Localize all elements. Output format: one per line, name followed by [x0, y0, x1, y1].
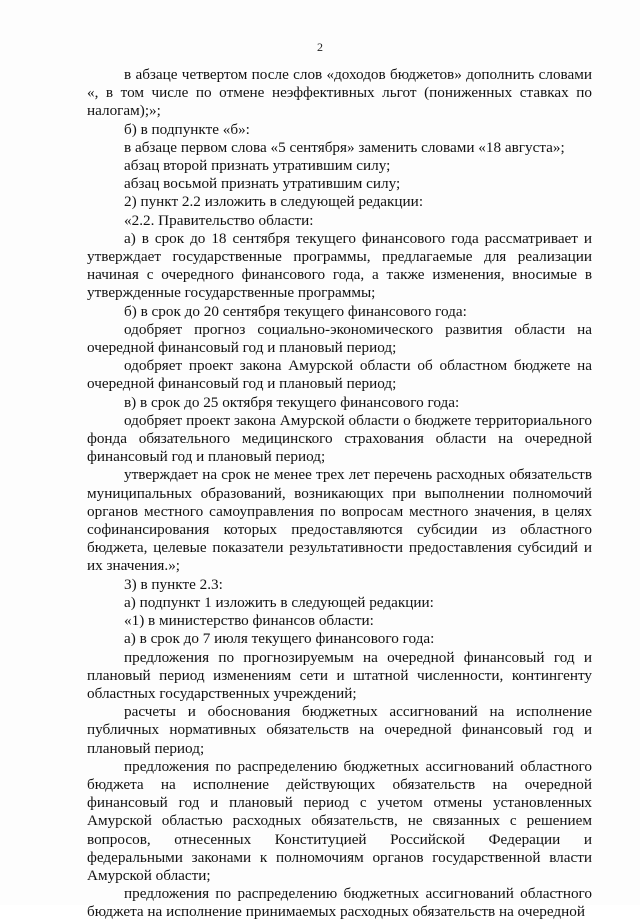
paragraph-13: одобряет проект закона Амурской области о бюджете территориального фонда обязательного медицинского страхования области на очередной финансовый год и плановый период; — [87, 411, 592, 466]
paragraph-17: «1) в министерство финансов области: — [124, 612, 374, 630]
document-body — [87, 66, 592, 922]
paragraph-20: расчеты и обоснования бюджетных ассигнований на исполнение публичных нормативных обязательств на очередной финансовый год и плановый период; — [87, 703, 592, 757]
paragraph-16: а) подпункт 1 изложить в следующей редакции: — [124, 593, 434, 611]
paragraph-14: утверждает на срок не менее трех лет перечень расходных обязательств муниципальных образований, возникающих при выполнении полномочий органов местного самоуправления по вопросам местного значения, в целях софинансирования которых предоставляются субсидии из областного бюджета, целевые показатели результативности предоставления субсидий и их значения.»; — [87, 466, 592, 575]
paragraph-22: предложения по распределению бюджетных ассигнований областного бюджета на исполнение принимаемых расходных обязательств на очередной — [87, 885, 592, 921]
paragraph-7: «2.2. Правительство области: — [124, 211, 314, 229]
paragraph-3: в абзаце первом слова «5 сентября» заменить словами «18 августа»; — [124, 138, 565, 156]
paragraph-18: а) в срок до 7 июля текущего финансового года: — [124, 630, 435, 648]
paragraph-10: одобряет прогноз социально-экономического развития области на очередной финансовый год и плановый период; — [87, 320, 592, 357]
paragraph-12: в) в срок до 25 октября текущего финансового года: — [124, 393, 460, 411]
paragraph-4: абзац второй признать утратившим силу; — [124, 157, 391, 175]
paragraph-21: предложения по распределению бюджетных ассигнований областного бюджета на исполнение действующих обязательств на очередной финансовый год и плановый период с учетом отмены установленных Амурской областью расходных обязательств, не связанных с решением вопросов, отнесенных Конституцией Российской Федерации и федеральными законами к полномочиям органов государственной власти Амурской области; — [87, 757, 592, 884]
paragraph-5: абзац восьмой признать утратившим силу; — [124, 175, 401, 193]
paragraph-6: 2) пункт 2.2 изложить в следующей редакции: — [124, 193, 424, 211]
page-number: 2 — [317, 40, 323, 54]
paragraph-15: 3) в пункте 2.3: — [124, 575, 223, 593]
paragraph-9: б) в срок до 20 сентября текущего финансового года: — [124, 302, 467, 320]
paragraph-19: предложения по прогнозируемым на очередной финансовый год и плановый период изменениям сети и штатной численности, контингенту областных государственных учреждений; — [87, 648, 592, 702]
paragraph-11: одобряет проект закона Амурской области об областном бюджете на очередной финансовый год и плановый период; — [87, 357, 592, 393]
paragraph-1: в абзаце четвертом после слов «доходов бюджетов» дополнить словами «, в том числе по отмене неэффективных льгот (пониженных ставках по налогам);»; — [87, 66, 592, 120]
paragraph-2: б) в подпункте «б»: — [124, 120, 250, 138]
paragraph-8: а) в срок до 18 сентября текущего финансового года рассматривает и утверждает государственные программы, предлагаемые для реализации начиная с очередного финансового года, а также изменения, вносимые в утвержденные государственные программы; — [87, 229, 592, 302]
